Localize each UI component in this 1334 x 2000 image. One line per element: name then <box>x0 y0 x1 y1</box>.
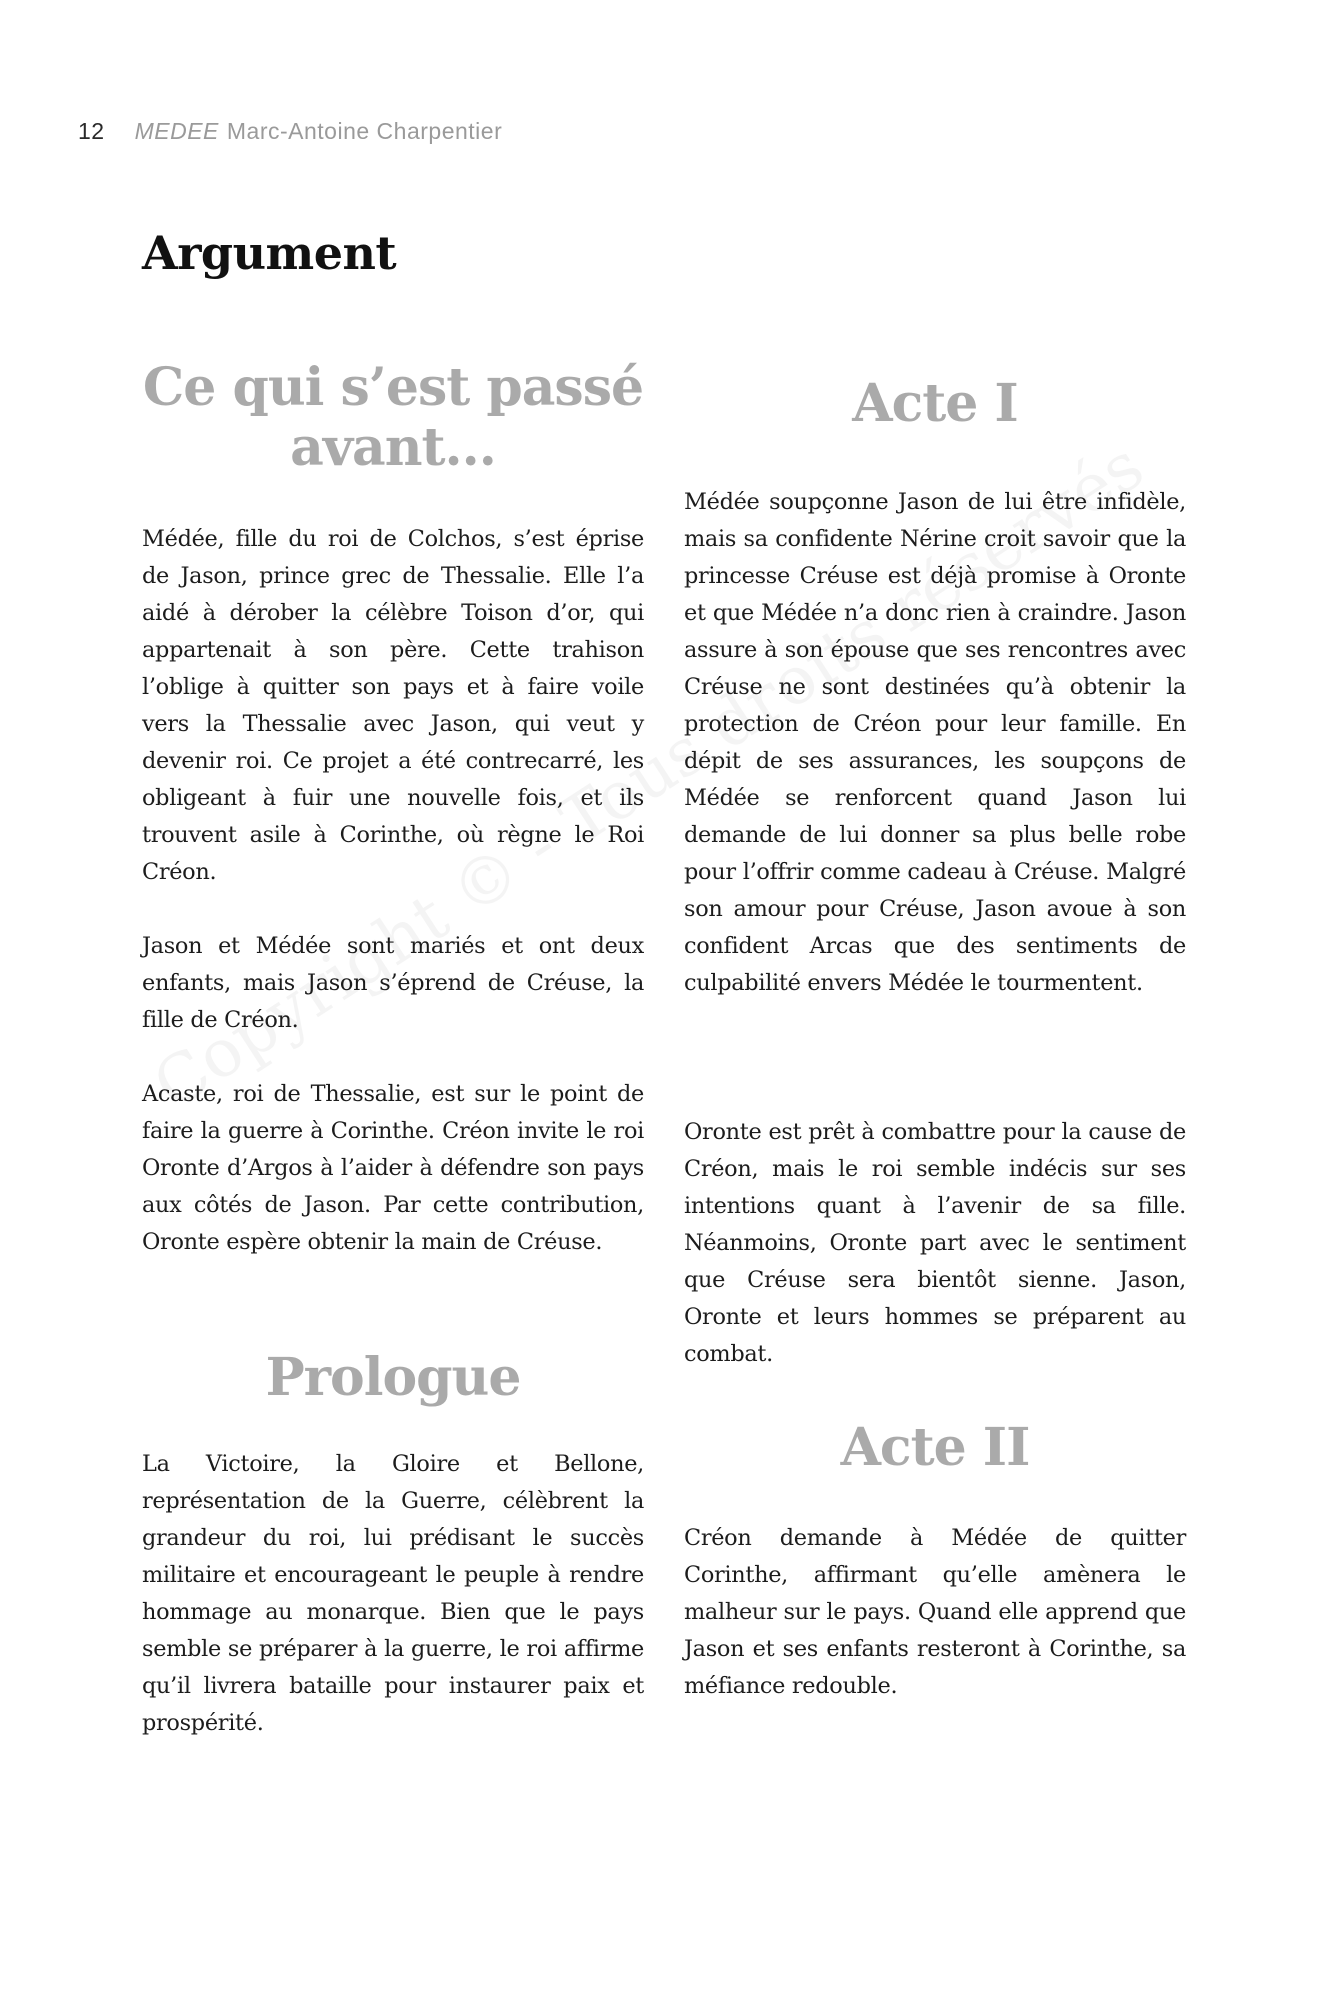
paragraph-before-1: Médée, fille du roi de Colchos, s’est éprise de Jason, prince grec de Thessalie. Elle l’a aidé à dérober la célèbre Toison d’or, qui appartenait à son père. Cette trahison l’oblige à quitter son pays et à faire voile vers la Thessalie avec Jason, qui veut y devenir roi. Ce projet a été contrecarré, les obligeant à fuir une nouvelle fois, et ils trouvent asile à Corinthe, où règne le Roi Créon. <box>142 526 644 885</box>
paragraph-act1-1: Médée soupçonne Jason de lui être infidèle, mais sa confidente Nérine croit savoir que la princesse Créuse est déjà promise à Oronte et que Médée n’a donc rien à craindre. Jason assure à son épouse que ses rencontres avec Créuse ne sont destinées qu’à obtenir la protection de Créon pour leur famille. En dépit de ses assurances, les soupçons de Médée se renforcent quand Jason lui demande de lui donner sa plus belle robe pour l’offrir comme cadeau à Créuse. Malgré son amour pour Créuse, Jason avoue à son confident Arcas que des sentiments de culpabilité envers Médée le tourmentent. <box>684 489 1186 996</box>
page-number: 12 <box>78 118 105 144</box>
section-title-act-2: Acte II <box>840 1417 1030 1478</box>
section-title-act-1: Acte I <box>852 373 1018 434</box>
page-title: Argument <box>142 226 397 280</box>
section-title-before: Ce qui s’est passé avant... <box>142 357 644 478</box>
running-header <box>78 118 502 145</box>
paragraph-before-2: Jason et Médée sont mariés et ont deux enfants, mais Jason s’éprend de Créuse, la fille de Créon. <box>142 933 644 1033</box>
paragraph-act2-1: Créon demande à Médée de quitter Corinthe, affirmant qu’elle amènera le malheur sur le pays. Quand elle apprend que Jason et ses enfants resteront à Corinthe, sa méfiance redouble. <box>684 1525 1186 1699</box>
work-title: MEDEE <box>134 118 219 144</box>
paragraph-before-3: Acaste, roi de Thessalie, est sur le point de faire la guerre à Corinthe. Créon invite le roi Oronte d’Argos à l’aider à défendre son pays aux côtés de Jason. Par cette contribution, Oronte espère obtenir la main de Créuse. <box>142 1081 644 1255</box>
paragraph-prologue-1: La Victoire, la Gloire et Bellone, représentation de la Guerre, célèbrent la grandeur du roi, lui prédisant le succès militaire et encourageant le peuple à rendre hommage au monarque. Bien que le pays semble se préparer à la guerre, le roi affirme qu’il livrera bataille pour instaurer paix et prospérité. <box>142 1451 644 1736</box>
paragraph-act1-2: Oronte est prêt à combattre pour la cause de Créon, mais le roi semble indécis sur ses intentions quant à l’avenir de sa fille. Néanmoins, Oronte part avec le sentiment que Créuse sera bientôt sienne. Jason, Oronte et leurs hommes se préparent au combat. <box>684 1119 1186 1367</box>
composer-name: Marc-Antoine Charpentier <box>226 118 503 144</box>
section-title-prologue: Prologue <box>265 1347 521 1408</box>
